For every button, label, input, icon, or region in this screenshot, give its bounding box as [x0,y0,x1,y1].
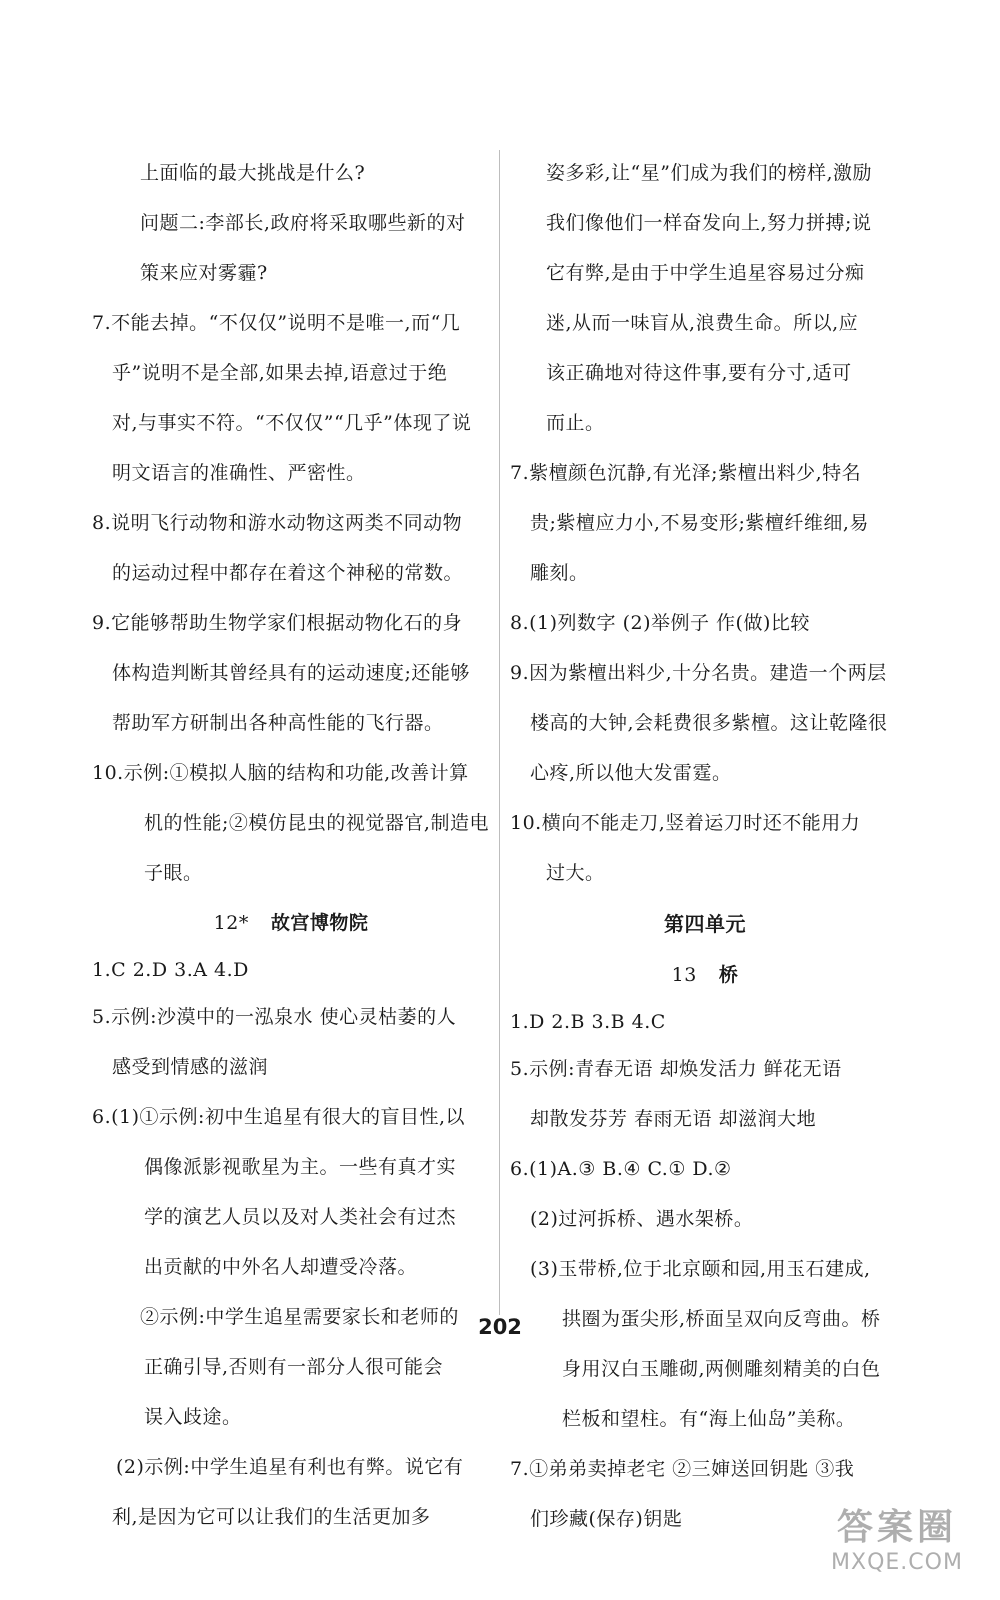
watermark-logo [812,1506,982,1586]
answer-line: 1.D 2.B 3.B 4.C [510,1011,666,1033]
answer-line: 楼高的大钟,会耗费很多紫檀。这让乾隆很 [530,712,888,734]
answer-line: (3)玉带桥,位于北京颐和园,用玉石建成, [530,1258,871,1280]
answer-line: 8.(1)列数字 (2)举例子 作(做)比较 [510,612,810,634]
answer-line: 6.(1)A.③ B.④ C.① D.② [510,1158,732,1180]
answer-line: 帮助军方研制出各种高性能的飞行器。 [112,712,444,734]
answer-line: 出贡献的中外名人却遭受冷落。 [144,1256,418,1278]
answer-line: 拱圈为蛋尖形,桥面呈双向反弯曲。桥 [562,1308,881,1330]
answer-line: 5.示例:沙漠中的一泓泉水 使心灵枯萎的人 [92,1006,457,1028]
answer-line: ②示例:中学生追星需要家长和老师的 [140,1306,459,1328]
page-number: 202 [478,1315,522,1339]
answer-line: 感受到情感的滋润 [112,1056,269,1078]
answer-line: 该正确地对待这件事,要有分寸,适可 [546,362,852,384]
answer-line: 却散发芬芳 春雨无语 却滋润大地 [530,1108,817,1130]
answer-line: 7.紫檀颜色沉静,有光泽;紫檀出料少,特名 [510,462,862,484]
answer-line: 体构造判断其曾经具有的运动速度;还能够 [112,662,470,684]
answer-line: 7.①弟弟卖掉老宅 ②三婶送回钥匙 ③我 [510,1458,855,1480]
answer-line: 5.示例:青春无语 却焕发活力 鲜花无语 [510,1058,842,1080]
answer-line: 我们像他们一样奋发向上,努力拼搏;说 [546,212,872,234]
answer-line: 9.它能够帮助生物学家们根据动物化石的身 [92,612,463,634]
section-heading [510,950,900,1000]
section-heading [92,898,490,948]
answer-line: 们珍藏(保存)钥匙 [530,1508,683,1530]
answer-line: 心疼,所以他大发雷霆。 [530,762,732,784]
answer-line: 8.说明飞行动物和游水动物这两类不同动物 [92,512,463,534]
answer-line: 10.横向不能走刀,竖着运刀时还不能用力 [510,812,861,834]
answer-line: 学的演艺人员以及对人类社会有过杰 [144,1206,457,1228]
answer-line: 问题二:李部长,政府将采取哪些新的对 [140,212,466,234]
answer-line: 7.不能去掉。“不仅仅”说明不是唯一,而“几 [92,312,461,334]
answer-line: 而止。 [546,412,605,434]
answer-line: (2)过河拆桥、遇水架桥。 [530,1208,754,1230]
answer-line: 它有弊,是由于中学生追星容易过分痴 [546,262,865,284]
answer-line: 正确引导,否则有一部分人很可能会 [144,1356,444,1378]
answer-line: 对,与事实不符。“不仅仅”“几乎”体现了说 [112,412,472,434]
lesson-number: 13 [671,964,697,986]
answer-line: (2)示例:中学生追星有利也有弊。说它有 [116,1456,464,1478]
answer-line: 过大。 [546,862,605,884]
answer-line: 上面临的最大挑战是什么? [140,162,366,184]
answer-line: 6.(1)①示例:初中生追星有很大的盲目性,以 [92,1106,465,1128]
answer-line: 迷,从而一味盲从,浪费生命。所以,应 [546,312,859,334]
answer-line: 10.示例:①模拟人脑的结构和功能,改善计算 [92,762,469,784]
answer-line: 9.因为紫檀出料少,十分名贵。建造一个两层 [510,662,887,684]
answer-line: 的运动过程中都存在着这个神秘的常数。 [112,562,464,584]
answer-line: 利,是因为它可以让我们的生活更加多 [112,1506,431,1528]
answer-line: 1.C 2.D 3.A 4.D [92,959,249,981]
answer-line: 姿多彩,让“星”们成为我们的榜样,激励 [546,162,873,184]
answer-line: 明文语言的准确性、严密性。 [112,462,366,484]
answer-line: 雕刻。 [530,562,589,584]
answer-line: 栏板和望柱。有“海上仙岛”美称。 [562,1408,856,1430]
answer-line: 偶像派影视歌星为主。一些有真才实 [144,1156,457,1178]
answer-line: 子眼。 [144,862,203,884]
lesson-number: 12* [213,912,249,934]
answer-line: 身用汉白玉雕砌,两侧雕刻精美的白色 [562,1358,881,1380]
answer-line: 贵;紫檀应力小,不易变形;紫檀纤维细,易 [530,512,869,534]
answer-line: 乎”说明不是全部,如果去掉,语意过于绝 [112,362,448,384]
answer-line: 机的性能;②模仿昆虫的视觉器官,制造电 [144,812,489,834]
answer-line: 策来应对雾霾? [140,262,268,284]
lesson-title: 桥 [718,964,739,986]
unit-heading: 第四单元 [664,912,746,936]
column-divider [499,150,500,1315]
answer-line: 误入歧途。 [144,1406,242,1428]
lesson-title: 故宫博物院 [270,912,369,934]
watermark-logo-text: 答案圈 [836,1507,957,1548]
watermark-site: MXQE.COM [831,1550,963,1575]
